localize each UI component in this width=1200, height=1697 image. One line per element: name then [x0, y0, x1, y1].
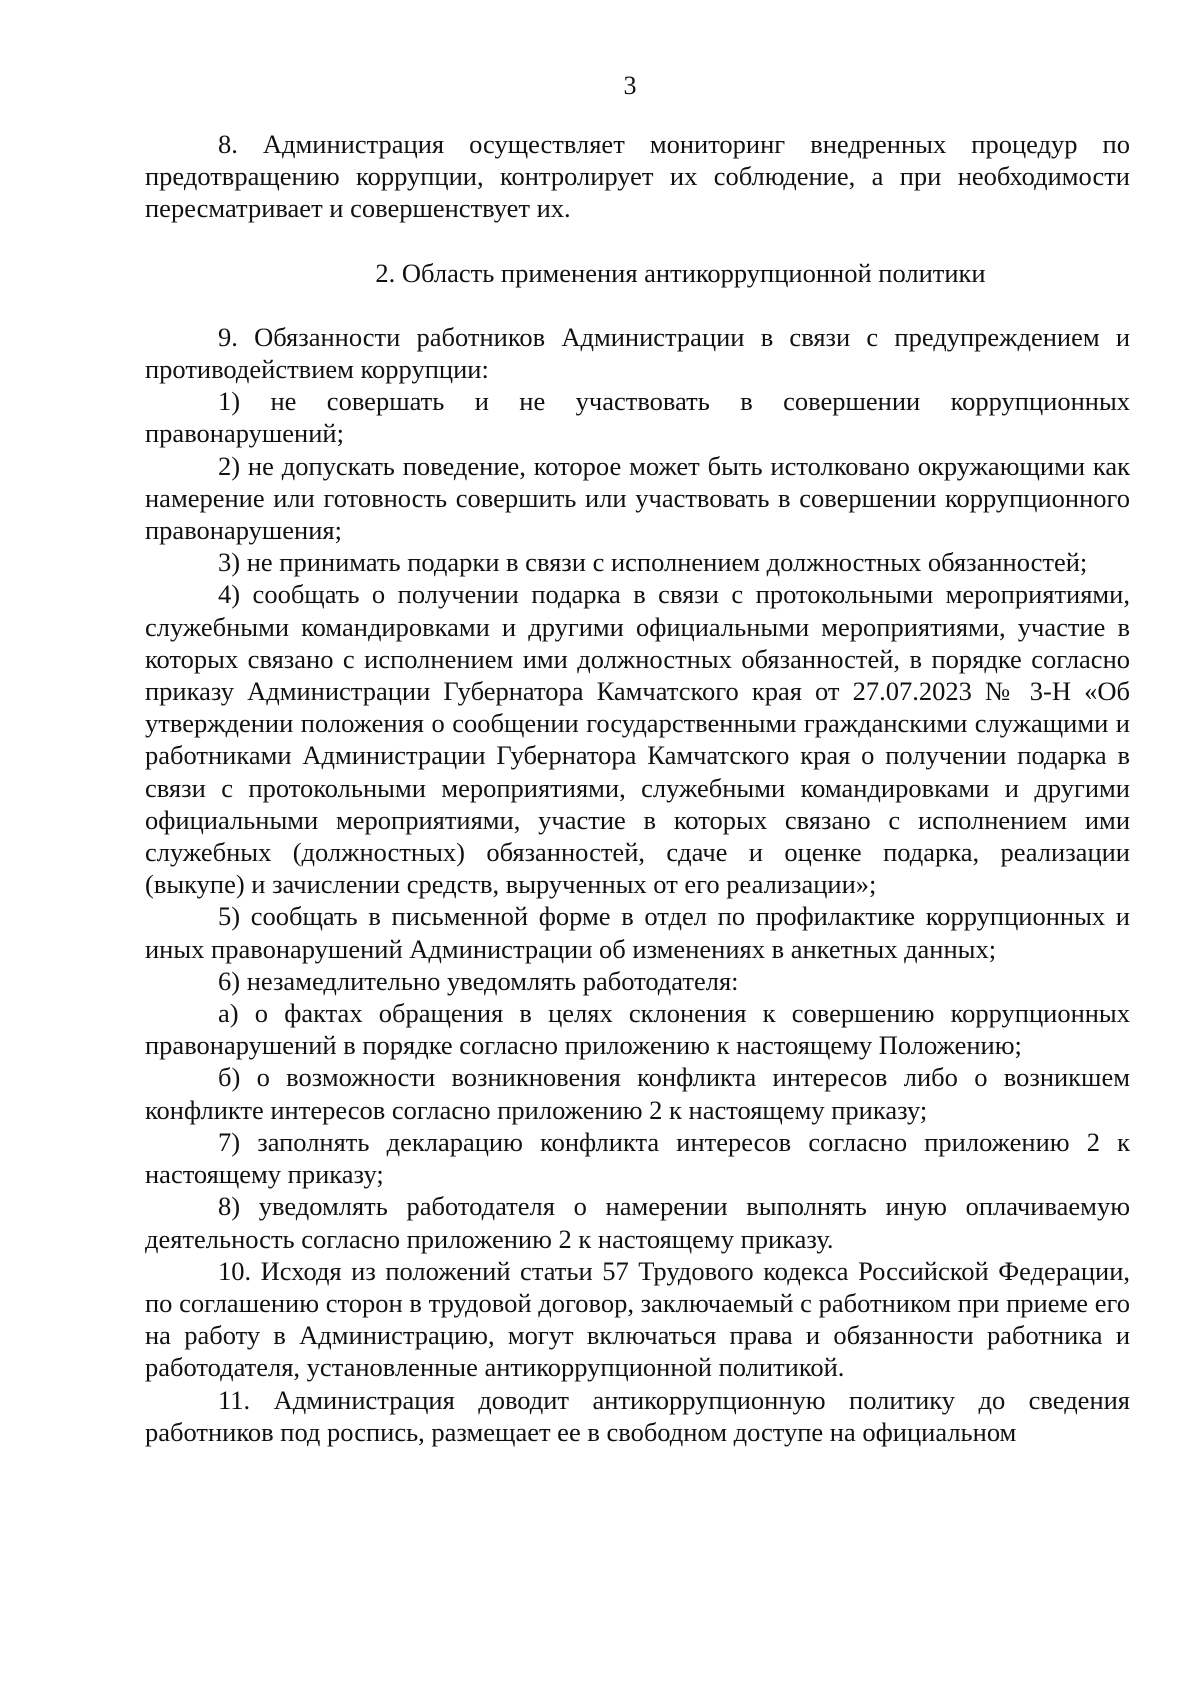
list-item-5: 5) сообщать в письменной форме в отдел по профилактике коррупционных и иных правонарушений Администрации об изменениях в анкетных данных;: [145, 901, 1130, 964]
list-item-8: 8) уведомлять работодателя о намерении выполнять иную оплачиваемую деятельность согласно приложению 2 к настоящему приказу.: [145, 1191, 1130, 1254]
list-item-6: 6) незамедлительно уведомлять работодателя:: [218, 965, 739, 996]
list-item-6b: б) о возможности возникновения конфликта интересов либо о возникшем конфликте интересов согласно приложению 2 к настоящему приказу;: [145, 1062, 1130, 1125]
list-item-4: 4) сообщать о получении подарка в связи с протокольными мероприятиями, служебными командировками и другими официальными мероприятиями, участие в которых связано с исполнением ими должностных обязанностей, в порядке согласно приказу Администрации Губернатора Камчатского края от 27.07.2023 № 3-Н «Об утверждении положения о сообщении государственными гражданскими служащими и работниками Администрации Губернатора Камчатского края о получении подарка в связи с протокольными мероприятиями, служебными командировками и другими официальными мероприятиями, участие в которых связано с исполнением ими служебных (должностных) обязанностей, сдаче и оценке подарка, реализации (выкупе) и зачислении средств, вырученных от его реализации»;: [145, 579, 1130, 900]
paragraph-9: 9. Обязанности работников Администрации в связи с предупреждением и противодействием коррупции:: [145, 321, 1130, 385]
page-number: 3: [623, 71, 637, 100]
paragraph-11: 11. Администрация доводит антикоррупционную политику до сведения работников под роспись, размещает ее в свободном доступе на официальном: [145, 1384, 1130, 1447]
list-item-7: 7) заполнять декларацию конфликта интересов согласно приложению 2 к настоящему приказу;: [145, 1126, 1130, 1190]
list-item-2: 2) не допускать поведение, которое может быть истолковано окружающими как намерение или готовность совершить или участвовать в совершении коррупционного правонарушения;: [145, 450, 1130, 546]
section-heading: 2. Область применения антикоррупционной политики: [375, 257, 986, 288]
list-item-6a: а) о фактах обращения в целях склонения к совершению коррупционных правонарушений в порядке согласно приложению к настоящему Положению;: [145, 998, 1130, 1061]
list-item-1: 1) не совершать и не участвовать в совершении коррупционных правонарушений;: [145, 386, 1130, 449]
document-body: [145, 128, 1130, 1448]
paragraph-8: 8. Администрация осуществляет мониторинг внедренных процедур по предотвращению коррупции, контролирует их соблюдение, а при необходимости пересматривает и совершенствует их.: [145, 129, 1130, 224]
paragraph-10: 10. Исходя из положений статьи 57 Трудового кодекса Российской Федерации, по соглашению сторон в трудовой договор, заключаемый с работником при приеме его на работу в Администрацию, могут включаться права и обязанности работника и работодателя, установленные антикоррупционной политикой.: [145, 1255, 1130, 1383]
list-item-3: 3) не принимать подарки в связи с исполнением должностных обязанностей;: [218, 547, 1088, 578]
